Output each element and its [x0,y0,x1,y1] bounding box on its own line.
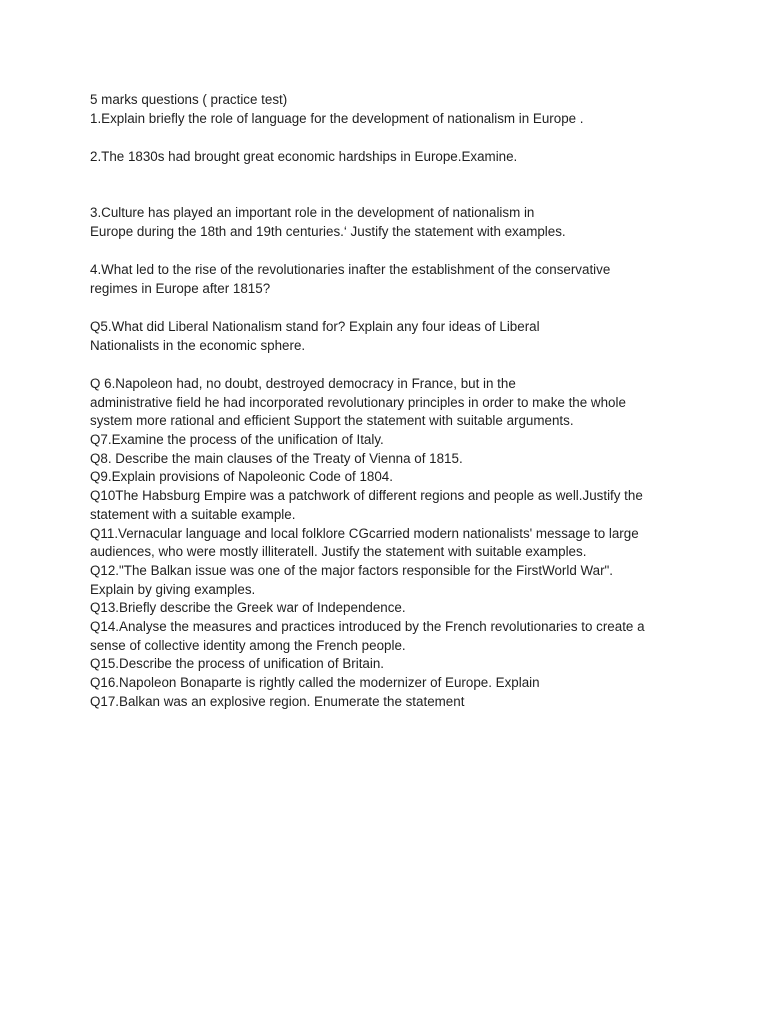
question-4-line-1: 4.What led to the rise of the revolutionaries inafter the establishment of the conservative [90,262,611,277]
question-5-line-2: Nationalists in the economic sphere. [90,338,306,353]
question-11-line-1: Q11.Vernacular language and local folklore CGcarried modern nationalists' message to large [90,526,639,541]
question-15-line-1: Q15.Describe the process of unification of Britain. [90,656,384,671]
question-7-line-1: Q7.Examine the process of the unification of Italy. [90,432,384,447]
document-title: 5 marks questions ( practice test) [90,92,288,107]
question-11-line-2: audiences, who were mostly illiteratell. Justify the statement with suitable examples. [90,544,587,559]
question-6-line-1: Q 6.Napoleon had, no doubt, destroyed democracy in France, but in the [90,376,516,391]
question-1-line-1: 1.Explain briefly the role of language for the development of nationalism in Europe . [90,111,584,126]
question-12-line-2: Explain by giving examples. [90,582,256,597]
question-8-line-1: Q8. Describe the main clauses of the Treaty of Vienna of 1815. [90,451,463,466]
question-5-line-1: Q5.What did Liberal Nationalism stand for? Explain any four ideas of Liberal [90,319,540,334]
question-16-line-1: Q16.Napoleon Bonaparte is rightly called the modernizer of Europe. Explain [90,675,540,690]
question-14-line-1: Q14.Analyse the measures and practices introduced by the French revolutionaries to create a [90,619,645,634]
question-2-line-1: 2.The 1830s had brought great economic hardships in Europe.Examine. [90,149,518,164]
question-13-line-1: Q13.Briefly describe the Greek war of Independence. [90,600,406,615]
question-6-line-2: administrative field he had incorporated revolutionary principles in order to make the whole [90,395,626,410]
question-3-line-1: 3.Culture has played an important role in the development of nationalism in [90,205,535,220]
question-3-line-2: Europe during the 18th and 19th centuries.‘ Justify the statement with examples. [90,224,566,239]
question-6-line-3: system more rational and efficient Support the statement with suitable arguments. [90,413,574,428]
question-4-line-2: regimes in Europe after 1815? [90,281,271,296]
question-14-line-2: sense of collective identity among the French people. [90,638,406,653]
question-10-line-2: statement with a suitable example. [90,507,296,522]
question-9-line-1: Q9.Explain provisions of Napoleonic Code of 1804. [90,469,393,484]
question-10-line-1: Q10The Habsburg Empire was a patchwork of different regions and people as well.Justify the [90,488,643,503]
question-12-line-1: Q12."The Balkan issue was one of the major factors responsible for the FirstWorld War". [90,563,614,578]
question-17-line-1: Q17.Balkan was an explosive region. Enumerate the statement [90,694,465,709]
